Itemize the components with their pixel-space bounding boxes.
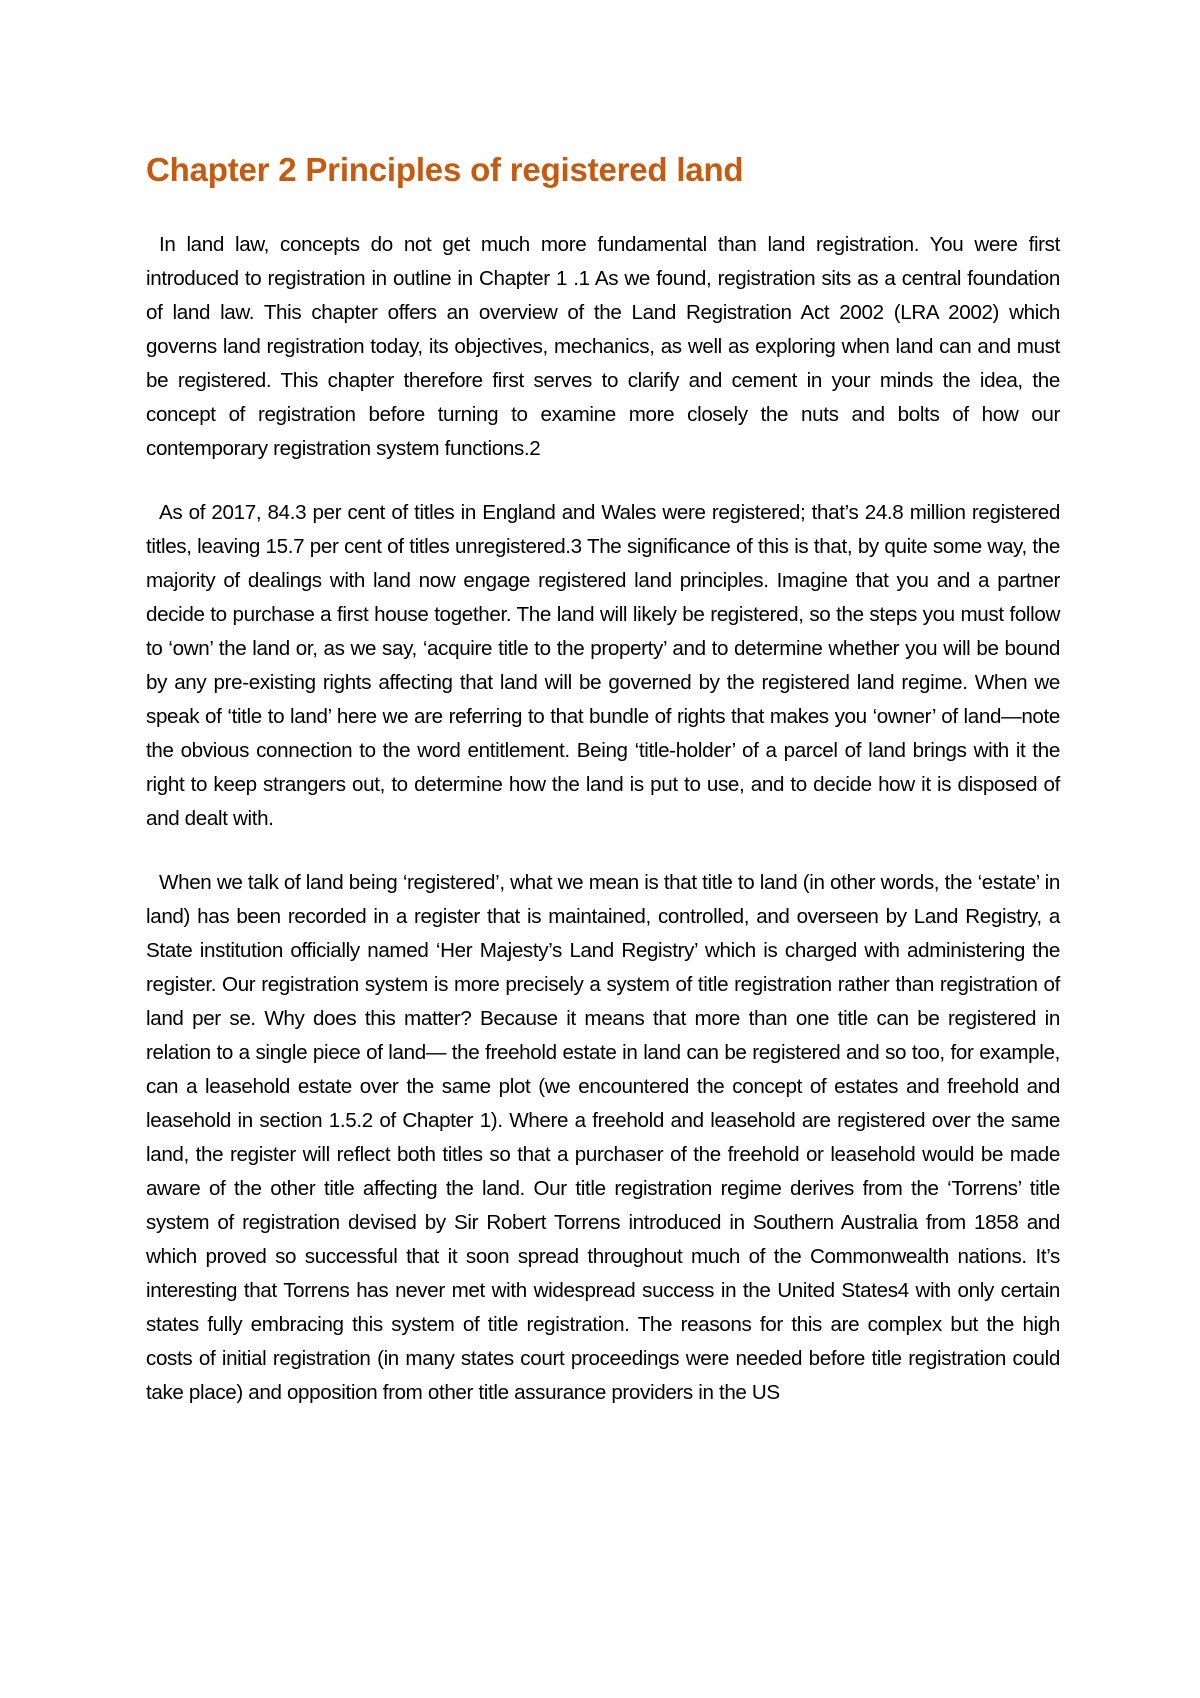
- paragraph-registration-meaning: When we talk of land being ‘registered’, what we mean is that title to land (in other words, the ‘estate’ in land) has been recorded in a register that is maintained, controlled, and overseen by Land Registry, a State institution officially named ‘Her Majesty’s Land Registry’ which is charged with administering the register. Our registration system is more precisely a system of title registration rather than registration of land per se. Why does this matter? Because it means that more than one title can be registered in relation to a single piece of land— the freehold estate in land can be registered and so too, for example, can a leasehold estate over the same plot (we encountered the concept of estates and freehold and leasehold in section 1.5.2 of Chapter 1). Where a freehold and leasehold are registered over the same land, the register will reflect both titles so that a purchaser of the freehold or leasehold would be made aware of the other title affecting the land. Our title registration regime derives from the ‘Torrens’ title system of registration devised by Sir Robert Torrens introduced in Southern Australia from 1858 and which proved so successful that it soon spread throughout much of the Commonwealth nations. It’s interesting that Torrens has never met with widespread success in the United States4 with only certain states fully embracing this system of title registration. The reasons for this are complex but the high costs of initial registration (in many states court proceedings were needed before title registration could take place) and opposition from other title assurance providers in the US: [146, 871, 1060, 1404]
- chapter-title: Chapter 2 Principles of registered land: [146, 151, 744, 188]
- paragraph-statistics: As of 2017, 84.3 per cent of titles in England and Wales were registered; that’s 24.8 million registered titles, leaving 15.7 per cent of titles unregistered.3 The significance of this is that, by quite some way, the majority of dealings with land now engage registered land principles. Imagine that you and a partner decide to purchase a first house together. The land will likely be registered, so the steps you must follow to ‘own’ the land or, as we say, ‘acquire title to the property’ and to determine whether you will be bound by any pre-existing rights affecting that land will be governed by the registered land regime. When we speak of ‘title to land’ here we are referring to that bundle of rights that makes you ‘owner’ of land—note the obvious connection to the word entitlement. Being ‘title-holder’ of a parcel of land brings with it the right to keep strangers out, to determine how the land is put to use, and to decide how it is disposed of and dealt with.: [146, 501, 1060, 830]
- paragraph-intro: In land law, concepts do not get much more fundamental than land registration. You were first introduced to registration in outline in Chapter 1 .1 As we found, registration sits as a central foundation of land law. This chapter offers an overview of the Land Registration Act 2002 (LRA 2002) which governs land registration today, its objectives, mechanics, as well as exploring when land can and must be registered. This chapter therefore first serves to clarify and cement in your minds the idea, the concept of registration before turning to examine more closely the nuts and bolts of how our contemporary registration system functions.2: [146, 233, 1060, 460]
- page-content: [146, 150, 1060, 1440]
